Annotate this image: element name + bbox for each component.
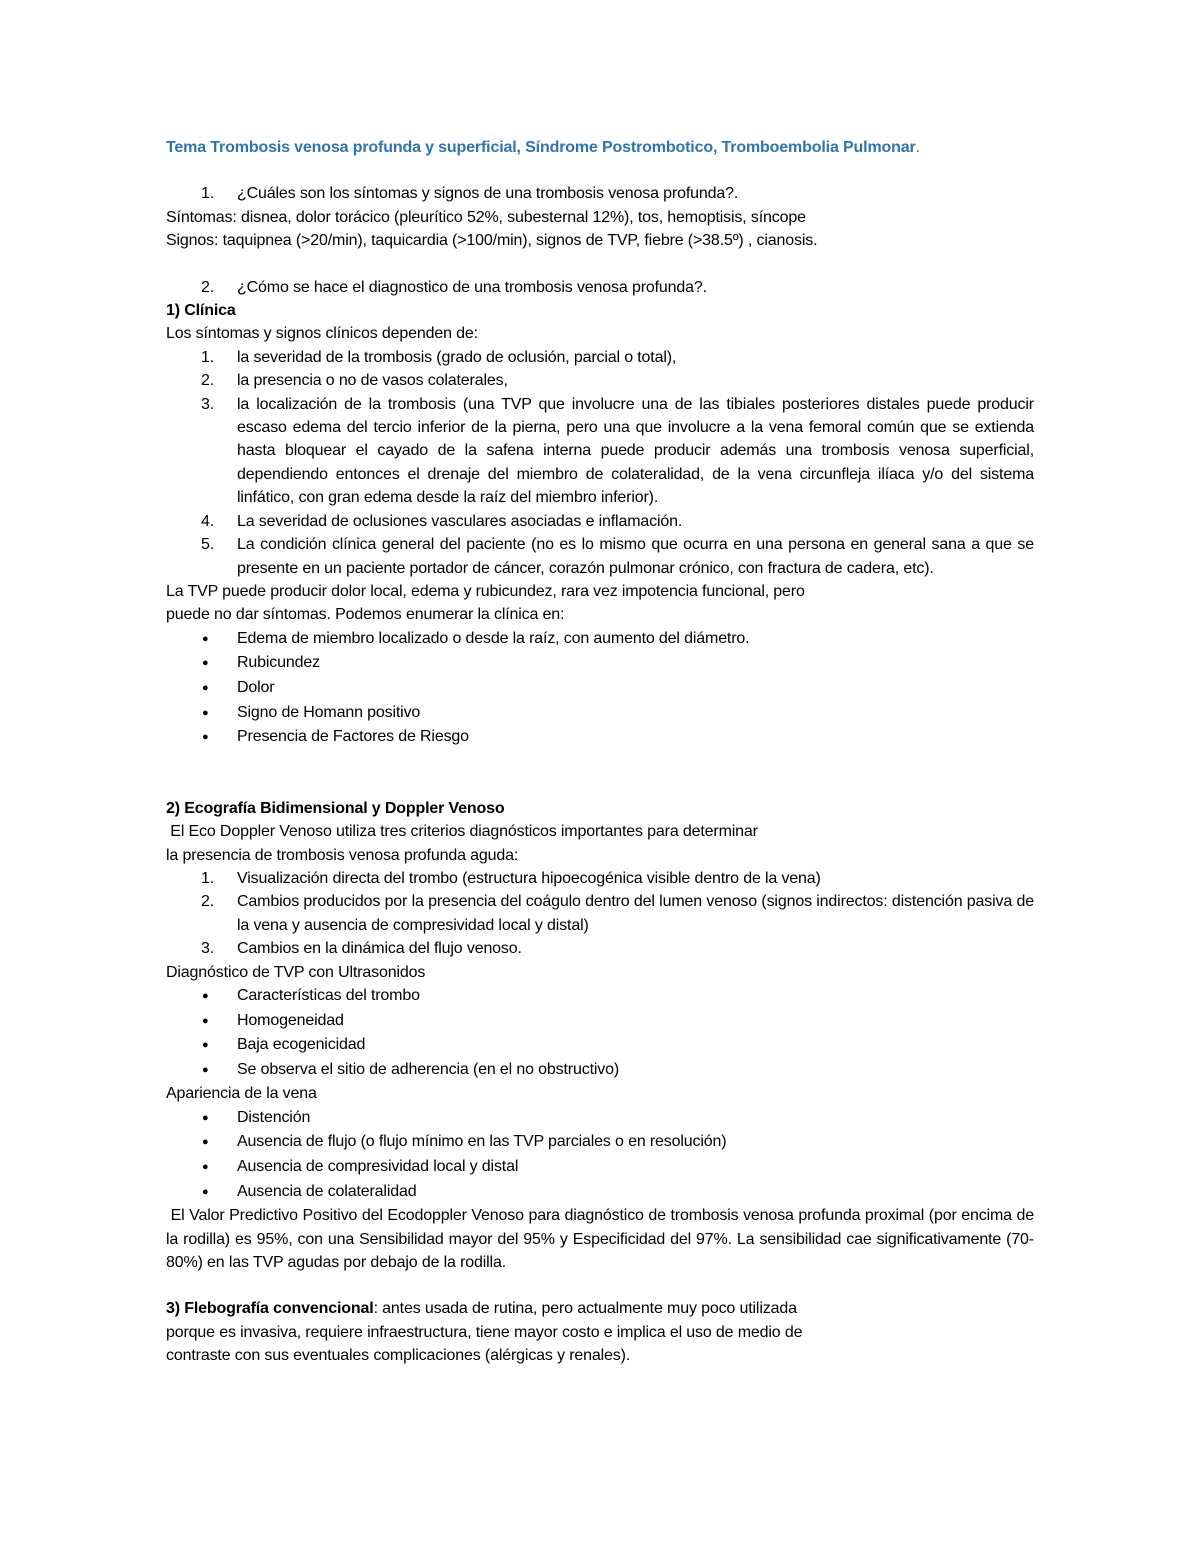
document-title — [166, 136, 1034, 159]
question-2-text: ¿Cómo se hace el diagnostico de una trombosis venosa profunda?. — [237, 278, 707, 296]
bullet-text: Presencia de Factores de Riesgo — [237, 728, 469, 746]
list-item-number: 1. — [201, 348, 215, 366]
diagnostico-bullets — [166, 984, 1034, 1082]
bullet-dot-icon: ● — [202, 1185, 209, 1198]
apariencia-bullets — [166, 1106, 1034, 1204]
bullet-text: Distención — [237, 1108, 311, 1126]
list-item — [166, 346, 1034, 369]
bullet-item — [166, 725, 1034, 750]
list-item-text: la presencia o no de vasos colaterales, — [237, 372, 508, 390]
section-1-intro: Los síntomas y signos clínicos dependen de: — [166, 325, 478, 343]
bullet-item — [166, 1180, 1034, 1205]
bullet-text: Características del trombo — [237, 986, 420, 1004]
bullet-dot-icon: ● — [202, 632, 209, 645]
section-1-bullets — [166, 627, 1034, 750]
bullet-dot-icon: ● — [202, 731, 209, 744]
valor-predictivo-paragraph: El Valor Predictivo Positivo del Ecodoppler Venoso para diagnóstico de trombosis venosa profunda proximal (por encima de la rodilla) es 95%, con una Sensibilidad mayor del 95% y Especificidad del 97%. La sensibilidad cae significativamente (70-80%) en las TVP agudas por debajo de la rodilla. — [166, 1207, 1039, 1271]
signos-line: Signos: taquipnea (>20/min), taquicardia (>100/min), signos de TVP, fiebre (>38.5º) , cianosis. — [166, 232, 818, 250]
bullet-dot-icon: ● — [202, 657, 209, 670]
list-item-number: 2. — [201, 893, 215, 911]
list-item-text: la localización de la trombosis (una TVP que involucre una de las tibiales posteriores distales puede producir escaso edema del tercio inferior de la pierna, pero una que involucre a la vena femoral común que se extienda hasta bloquear el cayado de la safena interna puede producir además una trombosis venosa superficial, dependiendo entonces el drenaje del miembro de colateralidad, de la vena circunfleja ilíaca y/o del sistema linfático, con gran edema desde la raíz del miembro inferior). — [237, 395, 1034, 507]
list-item-text: La condición clínica general del paciente (no es lo mismo que ocurra en una persona en general sana a que se presente en un paciente portador de cáncer, corazón pulmonar crónico, con fractura de cadera, etc). — [237, 536, 1034, 577]
section-2-intro-1: El Eco Doppler Venoso utiliza tres criterios diagnósticos importantes para determinar — [166, 823, 758, 841]
bullet-text: Ausencia de colateralidad — [237, 1182, 417, 1200]
bullet-dot-icon: ● — [202, 706, 209, 719]
list-item-text: La severidad de oclusiones vasculares asociadas e inflamación. — [237, 512, 683, 530]
bullet-dot-icon: ● — [202, 1111, 209, 1124]
bullet-text: Baja ecogenicidad — [237, 1036, 366, 1054]
list-item — [166, 533, 1034, 580]
bullet-item — [166, 701, 1034, 726]
bullet-item — [166, 984, 1034, 1009]
bullet-item — [166, 1106, 1034, 1131]
bullet-item — [166, 1155, 1034, 1180]
bullet-dot-icon: ● — [202, 989, 209, 1002]
question-1 — [166, 182, 1034, 205]
list-item — [166, 369, 1034, 392]
bullet-text: Signo de Homann positivo — [237, 703, 421, 721]
section-1-heading: 1) Clínica — [166, 302, 236, 320]
bullet-text: Se observa el sitio de adherencia (en el no obstructivo) — [237, 1060, 620, 1078]
bullet-item — [166, 676, 1034, 701]
list-item-text: Visualización directa del trombo (estructura hipoecogénica visible dentro de la vena) — [237, 869, 821, 887]
bullet-dot-icon: ● — [202, 1136, 209, 1149]
list-item-number: 2. — [201, 372, 215, 390]
section-2-heading: 2) Ecografía Bidimensional y Doppler Venoso — [166, 799, 505, 817]
bullet-item — [166, 627, 1034, 652]
question-1-text: ¿Cuáles son los síntomas y signos de una trombosis venosa profunda?. — [237, 185, 739, 203]
bullet-dot-icon: ● — [202, 1063, 209, 1076]
bullet-text: Edema de miembro localizado o desde la raíz, con aumento del diámetro. — [237, 629, 750, 647]
list-item — [166, 937, 1034, 960]
bullet-item — [166, 1130, 1034, 1155]
bullet-text: Homogeneidad — [237, 1011, 344, 1029]
bullet-item — [166, 1009, 1034, 1034]
bullet-text: Ausencia de compresividad local y distal — [237, 1157, 519, 1175]
bullet-text: Ausencia de flujo (o flujo mínimo en las TVP parciales o en resolución) — [237, 1133, 727, 1151]
list-item-number: 5. — [201, 536, 215, 554]
list-item-number: 3. — [201, 940, 215, 958]
section-1-paragraph-2: puede no dar síntomas. Podemos enumerar la clínica en: — [166, 606, 565, 624]
list-item — [166, 890, 1034, 937]
list-item-number: 4. — [201, 512, 215, 530]
bullet-dot-icon: ● — [202, 1039, 209, 1052]
section-2-list — [166, 867, 1034, 961]
bullet-item — [166, 1058, 1034, 1083]
section-3-heading: 3) Flebografía convencional — [166, 1300, 374, 1318]
list-item-number: 1. — [201, 869, 215, 887]
list-item-text: Cambios producidos por la presencia del coágulo dentro del lumen venoso (signos indirectos: distención pasiva de la vena y ausencia de compresividad local y distal) — [237, 893, 1034, 934]
bullet-text: Rubicundez — [237, 654, 321, 672]
section-3-line-2: porque es invasiva, requiere infraestructura, tiene mayor costo e implica el uso de medio de — [166, 1323, 803, 1341]
section-1-list — [166, 346, 1034, 580]
bullet-dot-icon: ● — [202, 1014, 209, 1027]
list-item — [166, 867, 1034, 890]
diagnostico-label: Diagnóstico de TVP con Ultrasonidos — [166, 963, 426, 981]
list-item — [166, 393, 1034, 510]
list-item-text: Cambios en la dinámica del flujo venoso. — [237, 940, 522, 958]
list-item-number: 3. — [201, 395, 215, 413]
list-item — [166, 510, 1034, 533]
section-3-line-3: contraste con sus eventuales complicaciones (alérgicas y renales). — [166, 1347, 631, 1365]
section-1-paragraph-1: La TVP puede producir dolor local, edema y rubicundez, rara vez impotencia funcional, pero — [166, 582, 805, 600]
document-page — [166, 136, 1039, 1368]
bullet-dot-icon: ● — [202, 1160, 209, 1173]
bullet-item — [166, 1033, 1034, 1058]
question-2-number: 2. — [201, 278, 215, 296]
section-3-line-1 — [166, 1297, 1034, 1320]
list-item-text: la severidad de la trombosis (grado de oclusión, parcial o total), — [237, 348, 677, 366]
bullet-dot-icon: ● — [202, 681, 209, 694]
section-2-intro-2: la presencia de trombosis venosa profunda aguda: — [166, 846, 519, 864]
sintomas-line: Síntomas: disnea, dolor torácico (pleurítico 52%, subesternal 12%), tos, hemoptisis, síncope — [166, 208, 806, 226]
bullet-text: Dolor — [237, 678, 275, 696]
question-2 — [166, 276, 1034, 299]
title-text: Tema Trombosis venosa profunda y superficial, Síndrome Postrombotico, Tromboembolia Pulmonar — [166, 139, 916, 156]
question-1-number: 1. — [201, 185, 215, 203]
bullet-item — [166, 651, 1034, 676]
apariencia-label: Apariencia de la vena — [166, 1085, 317, 1103]
section-3-line-1-text: : antes usada de rutina, pero actualmente muy poco utilizada — [373, 1300, 797, 1318]
title-period: . — [915, 139, 920, 156]
